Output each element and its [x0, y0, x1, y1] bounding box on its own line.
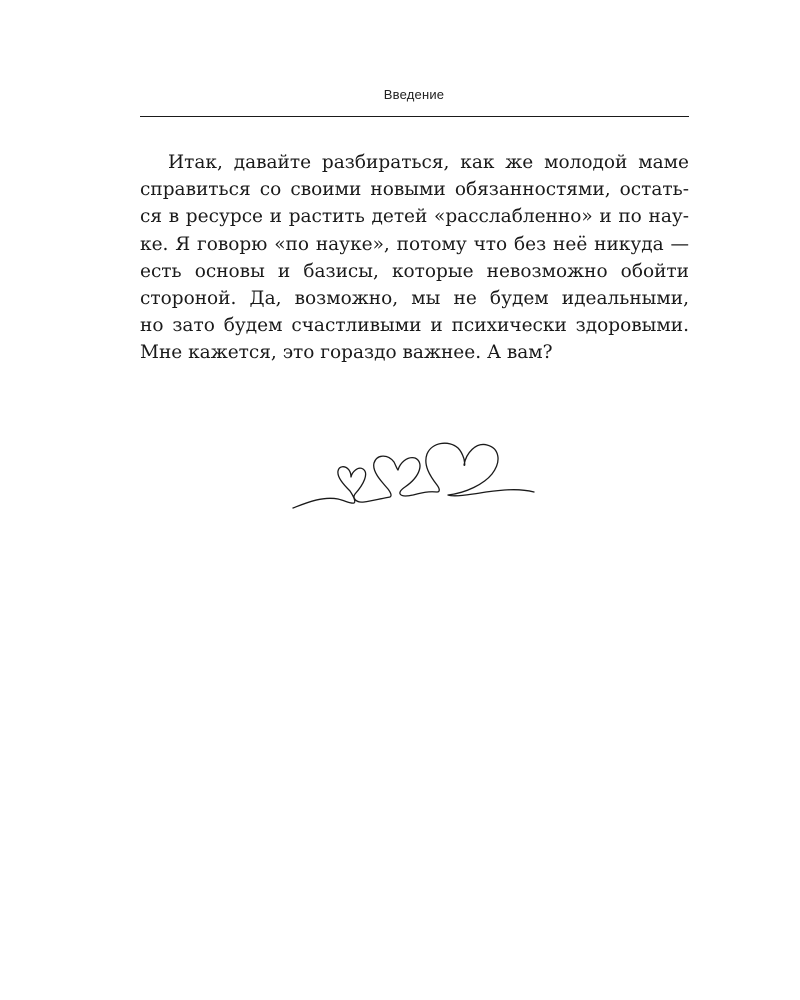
- paragraph-line: но зато будем счастливыми и психически здоровыми.: [140, 315, 689, 337]
- paragraph-line: стороной. Да, возможно, мы не будем идеальными,: [140, 287, 689, 309]
- header-divider: [140, 116, 689, 117]
- paragraph-line: справиться со своими новыми обязанностями, остать-: [140, 179, 689, 201]
- hearts-line-stroke: [293, 443, 534, 508]
- three-hearts-line-icon: [288, 432, 540, 516]
- paragraph-line: Мне кажется, это гораздо важнее. А вам?: [140, 342, 553, 364]
- paragraph-line: есть основы и базисы, которые невозможно обойти: [140, 260, 689, 282]
- running-head-title: Введение: [383, 87, 445, 102]
- paragraph-line: Итак, давайте разбираться, как же молодой маме: [168, 152, 689, 173]
- paragraph-line: ке. Я говорю «по науке», потому что без неё никуда —: [140, 233, 689, 255]
- body-paragraph: [140, 149, 689, 367]
- paragraph-line: ся в ресурсе и растить детей «расслабленно» и по нау-: [140, 206, 689, 228]
